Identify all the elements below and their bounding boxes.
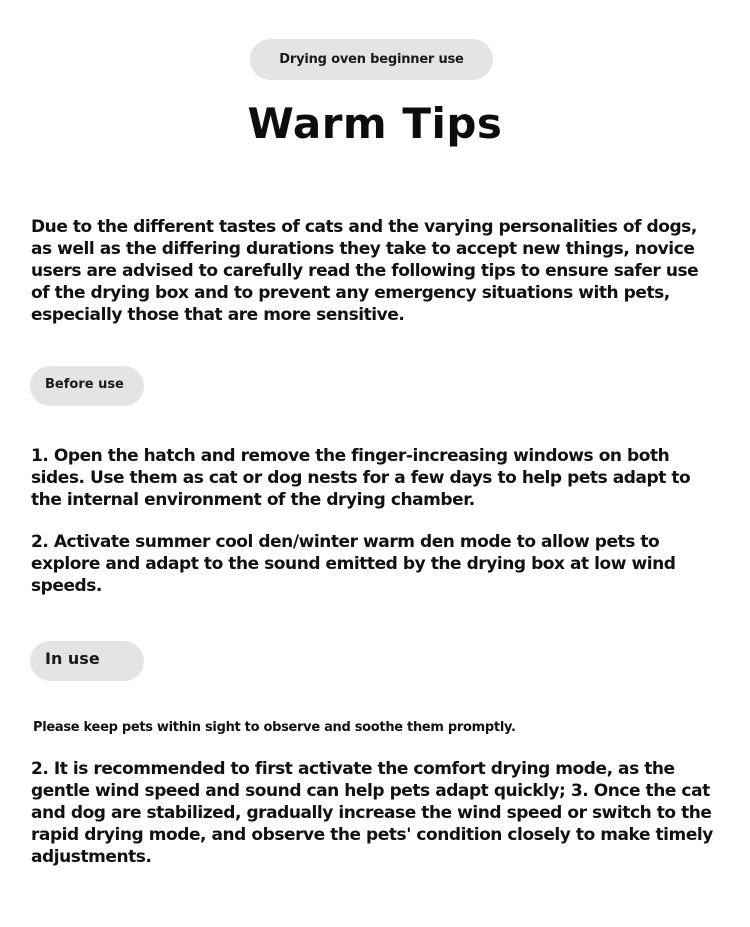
intro-paragraph: Due to the different tastes of cats and the varying personalities of dogs, as well as the differing durations they take to accept new things, novice users are advised to carefully read the following tips to ensure safer use of the drying box and to prevent any emergency situations with pets, especially those that are more sensitive. bbox=[31, 217, 699, 325]
header-pill: Drying oven beginner use bbox=[250, 39, 493, 80]
section-label-in-use: In use bbox=[30, 641, 144, 681]
in-use-item: 2. It is recommended to first activate the comfort drying mode, as the gentle wind speed and sound can help pets adapt quickly; 3. Once the cat and dog are stabilized, gradually increase the wind speed or switch to the rapid drying mode, and observe the pets' condition closely to make timely adjustments. bbox=[31, 759, 713, 867]
before-use-item-1: 1. Open the hatch and remove the finger-increasing windows on both sides. Use them as cat or dog nests for a few days to help pets adapt to the internal environment of the drying chamber. bbox=[31, 446, 691, 510]
section-label-before-use: Before use bbox=[30, 366, 144, 406]
before-use-item-2: 2. Activate summer cool den/winter warm den mode to allow pets to explore and adapt to the sound emitted by the drying box at low wind speeds. bbox=[31, 532, 676, 596]
page-title: Warm Tips bbox=[247, 99, 503, 148]
in-use-note: Please keep pets within sight to observe and soothe them promptly. bbox=[33, 720, 516, 735]
